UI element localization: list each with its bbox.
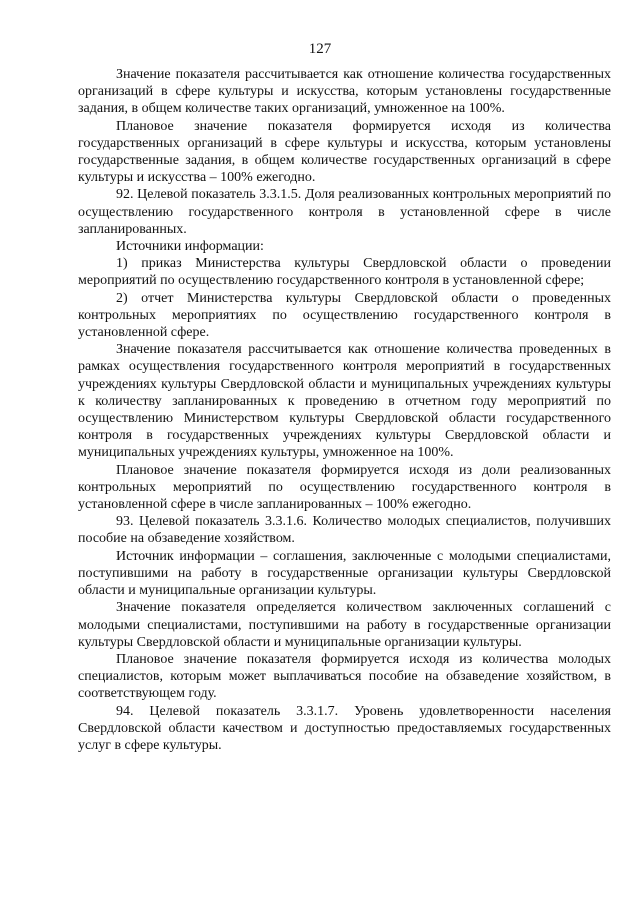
paragraph-indicator-calc: Значение показателя рассчитывается как отношение количества государственных организаций в сфере культуры и искусства, которым установлены государственные задания, в общем количестве таких организаций, умноженное на 100%. [78, 67, 611, 117]
paragraph-planned-value-92: Плановое значение показателя формируется исходя из доли реализованных контрольных мероприятий по осуществлению государственного контроля в установленной сфере в числе запланированных – 100% ежегодно. [78, 462, 611, 513]
paragraph-indicator-calc-92: Значение показателя рассчитывается как отношение количества проведенных в рамках осуществления государственного контроля мероприятий в государственных учреждениях культуры Свердловской области и муниципальных учреждениях культуры к количеству запланированных к проведению в отчетном году мероприятий по осуществлению Министерством культуры Свердловской области государственного контроля в государственных учреждениях культуры Свердловской области и муниципальных учреждениях культуры, умноженное на 100%. [78, 342, 611, 461]
paragraph-indicator-calc-93: Значение показателя определяется количеством заключенных соглашений с молодыми специалистами, поступившими на работу в государственные организации культуры Свердловской области и муниципальные организации культуры. [78, 600, 611, 650]
page-number: 127 [308, 41, 332, 57]
paragraph-source-1: 1) приказ Министерства культуры Свердловской области о проведении мероприятий по осуществлению государственного контроля в установленной сфере; [78, 256, 611, 289]
paragraph-indicator-92: 92. Целевой показатель 3.3.1.5. Доля реализованных контрольных мероприятий по осуществлению государственного контроля в установленной сфере в числе запланированных. [78, 187, 611, 237]
paragraph-source-93: Источник информации – соглашения, заключенные с молодыми специалистами, поступившими на работу в государственные организации культуры Свердловской области и муниципальные организации культуры. [78, 548, 611, 599]
paragraph-indicator-94: 94. Целевой показатель 3.3.1.7. Уровень удовлетворенности населения Свердловской области качеством и доступностью предоставляемых государственных услуг в сфере культуры. [78, 703, 611, 753]
document-body [78, 66, 611, 754]
paragraph-planned-value-93: Плановое значение показателя формируется исходя из количества молодых специалистов, которым может выплачиваться пособие на обзаведение хозяйством, в соответствующем году. [78, 651, 611, 702]
paragraph-indicator-93: 93. Целевой показатель 3.3.1.6. Количество молодых специалистов, получивших пособие на обзаведение хозяйством. [78, 514, 611, 547]
paragraph-source-2: 2) отчет Министерства культуры Свердловской области о проведенных контрольных мероприятиях по осуществлению государственного контроля в установленной сфере. [78, 290, 611, 341]
paragraph-planned-value: Плановое значение показателя формируется исходя из количества государственных организаций в сфере культуры и искусства, которым установлены государственные задания, в общем количестве государственных организаций в сфере культуры и искусства – 100% ежегодно. [78, 118, 611, 186]
paragraph-sources-heading: Источники информации: [116, 239, 264, 255]
